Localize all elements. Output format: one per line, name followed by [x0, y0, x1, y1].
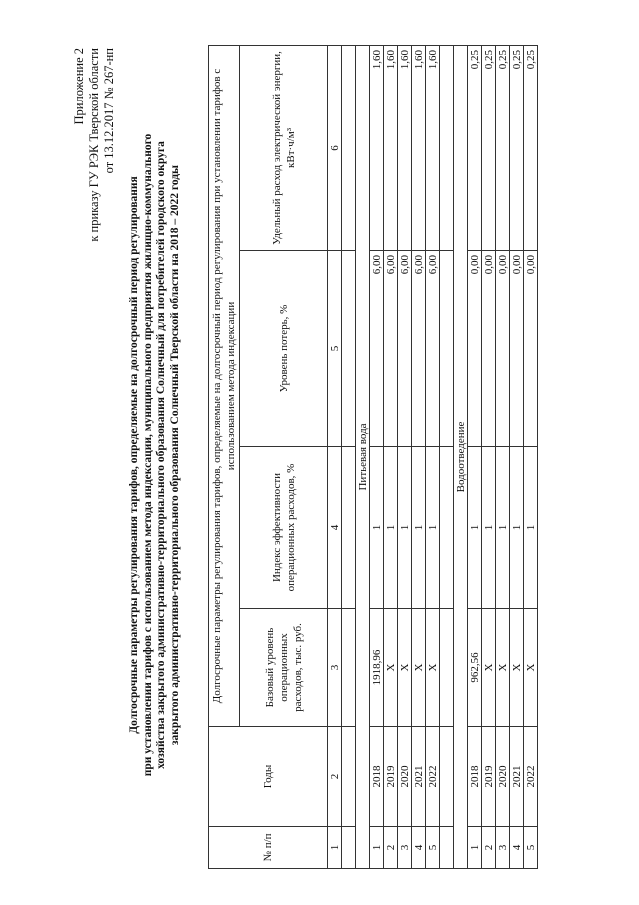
table-row — [468, 45, 482, 868]
appendix-date: от 13.12.2017 № 267-нп — [102, 48, 116, 174]
column-number: 6 — [328, 45, 342, 250]
row-loss: 0,00 — [496, 251, 510, 447]
row-base: X — [398, 609, 412, 727]
table-row — [524, 45, 538, 868]
table-row — [496, 45, 510, 868]
row-year: 2022 — [426, 727, 440, 827]
row-energy: 0,25 — [468, 45, 482, 250]
row-loss: 0,00 — [510, 251, 524, 447]
row-year: 2021 — [412, 727, 426, 827]
row-base: X — [412, 609, 426, 727]
row-index: 1 — [496, 447, 510, 609]
row-index: 1 — [510, 447, 524, 609]
table-row — [398, 45, 412, 868]
row-base: X — [426, 609, 440, 727]
table-row — [412, 45, 426, 868]
row-year: 2018 — [370, 727, 384, 827]
title-line: хозяйства закрытого административно-территориального образования Солнечный для потребителей городского округа — [155, 141, 168, 769]
row-energy: 0,25 — [482, 45, 496, 250]
row-number: 3 — [496, 827, 510, 869]
row-loss: 0,00 — [524, 251, 538, 447]
row-year: 2020 — [496, 727, 510, 827]
row-index: 1 — [384, 447, 398, 609]
section-title: Питьевая вода — [356, 45, 370, 868]
row-energy: 1,60 — [398, 45, 412, 250]
row-energy: 1,60 — [370, 45, 384, 250]
appendix-block — [72, 48, 117, 308]
row-number: 4 — [510, 827, 524, 869]
row-base: X — [524, 609, 538, 727]
header-group: Долгосрочные параметры регулирования тарифов, определяемые на долгосрочный период регулирования при установлении тарифов с использованием метода индексации — [209, 45, 240, 726]
row-loss: 6,00 — [384, 251, 398, 447]
header-row — [209, 45, 240, 868]
table-row — [370, 45, 384, 868]
document-title — [128, 75, 182, 835]
row-number: 4 — [412, 827, 426, 869]
table-row — [384, 45, 398, 868]
row-number: 5 — [426, 827, 440, 869]
row-base: X — [510, 609, 524, 727]
row-number: 1 — [370, 827, 384, 869]
header-num: № п/п — [209, 827, 328, 869]
row-energy: 1,60 — [426, 45, 440, 250]
section-title: Водоотведение — [454, 45, 468, 868]
header-years: Годы — [209, 727, 328, 827]
row-number: 3 — [398, 827, 412, 869]
row-energy: 0,25 — [524, 45, 538, 250]
column-number: 5 — [328, 251, 342, 447]
row-year: 2020 — [398, 727, 412, 827]
table-row — [482, 45, 496, 868]
row-index: 1 — [370, 447, 384, 609]
row-base: 1918,96 — [370, 609, 384, 727]
row-index: 1 — [524, 447, 538, 609]
row-year: 2021 — [510, 727, 524, 827]
row-loss: 6,00 — [370, 251, 384, 447]
header-energy: Удельный расход электрической энергии, кВт·ч/м³ — [240, 45, 328, 250]
row-year: 2019 — [384, 727, 398, 827]
spacer-row — [342, 45, 356, 868]
tariff-parameters-table — [208, 45, 538, 869]
row-number: 1 — [468, 827, 482, 869]
row-energy: 0,25 — [510, 45, 524, 250]
row-energy: 1,60 — [384, 45, 398, 250]
row-index: 1 — [412, 447, 426, 609]
row-loss: 0,00 — [468, 251, 482, 447]
row-year: 2022 — [524, 727, 538, 827]
row-energy: 0,25 — [496, 45, 510, 250]
row-year: 2019 — [482, 727, 496, 827]
row-loss: 6,00 — [412, 251, 426, 447]
column-number: 3 — [328, 609, 342, 727]
row-year: 2018 — [468, 727, 482, 827]
row-base: X — [482, 609, 496, 727]
row-base: 962,56 — [468, 609, 482, 727]
column-number: 1 — [328, 827, 342, 869]
row-index: 1 — [426, 447, 440, 609]
row-index: 1 — [482, 447, 496, 609]
header-index: Индекс эффективности операционных расходов, % — [240, 447, 328, 609]
column-number: 4 — [328, 447, 342, 609]
row-index: 1 — [398, 447, 412, 609]
row-base: X — [496, 609, 510, 727]
title-line: закрытого административно-территориального образования Солнечный Тверской области на 2018 – 2022 годы — [168, 164, 181, 746]
table-row — [426, 45, 440, 868]
row-number: 2 — [482, 827, 496, 869]
row-loss: 6,00 — [426, 251, 440, 447]
title-line: при установлении тарифов с использованием метода индексации, муниципального предприятия жилищно-коммунального — [141, 133, 154, 777]
header-base: Базовый уровень операционных расходов, тыс. руб. — [240, 609, 328, 727]
column-number-row — [328, 45, 342, 868]
row-base: X — [384, 609, 398, 727]
row-index: 1 — [468, 447, 482, 609]
section-row-sewerage — [454, 45, 468, 868]
appendix-number: Приложение 2 — [72, 48, 86, 125]
title-line: Долгосрочные параметры регулирования тарифов, определяемые на долгосрочный период регулирования — [128, 176, 140, 734]
row-energy: 1,60 — [412, 45, 426, 250]
spacer-row — [440, 45, 454, 868]
column-number: 2 — [328, 727, 342, 827]
appendix-order: к приказу ГУ РЭК Тверской области — [87, 48, 101, 242]
row-loss: 0,00 — [482, 251, 496, 447]
section-row-water — [356, 45, 370, 868]
row-loss: 6,00 — [398, 251, 412, 447]
table-row — [510, 45, 524, 868]
header-loss: Уровень потерь, % — [240, 251, 328, 447]
row-number: 2 — [384, 827, 398, 869]
row-number: 5 — [524, 827, 538, 869]
